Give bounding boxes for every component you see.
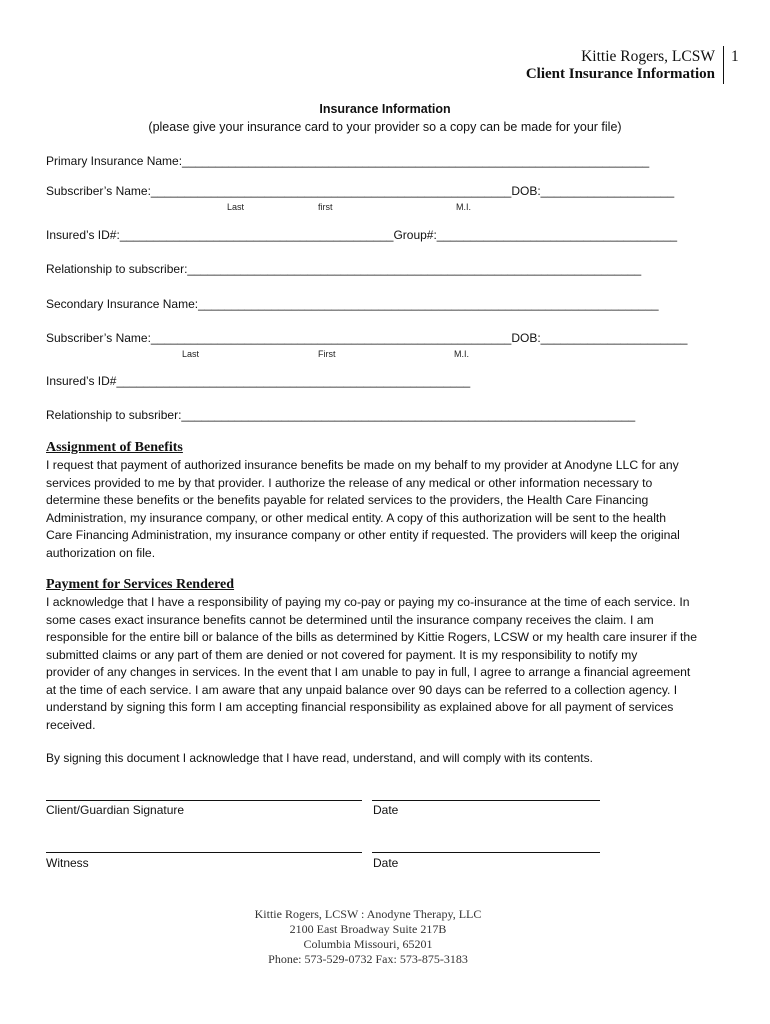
- header-divider: [723, 46, 724, 84]
- hint-first: first: [318, 202, 333, 212]
- secondary-relationship-field[interactable]: Relationship to subsriber:____________________________________________________________________: [46, 408, 636, 422]
- assignment-line: I request that payment of authorized insurance benefits be made on my behalf to my provider at Anodyne LLC for any: [46, 458, 679, 472]
- payment-line: received.: [46, 717, 96, 732]
- payment-line: some cases exact insurance benefits cannot be determined until the insurance company receives the claim. I am: [46, 612, 654, 627]
- payment-line: at the time of each service. I am aware that any unpaid balance over 90 days can be referred to a collection agency. I: [46, 682, 678, 697]
- header-name: Kittie Rogers, LCSW: [581, 48, 715, 65]
- witness-label: Witness: [46, 856, 89, 870]
- acknowledgement-text: By signing this document I acknowledge that I have read, understand, and will comply with its contents.: [46, 751, 593, 765]
- payment-line: responsible for the entire bill or balance of the bills as determined by Kittie Rogers, LCSW or my health care insurer if the: [46, 630, 697, 644]
- assignment-line: Administration, my insurance company, or other medical entity. A copy of this authorization will be sent to the health: [46, 510, 667, 525]
- hint-last: Last: [227, 202, 245, 212]
- witness-signature-line[interactable]: [46, 852, 362, 853]
- payment-line: submitted claims or any part of them are denied or not covered for payment. It is my responsibility to notify my: [46, 647, 638, 662]
- primary-insurance-field[interactable]: Primary Insurance Name:______________________________________________________________________: [46, 154, 650, 168]
- client-date-line[interactable]: [372, 800, 600, 801]
- hint-mi: M.I.: [456, 202, 471, 212]
- footer-line-2: 2100 East Broadway Suite 217B: [289, 922, 447, 936]
- footer-line-1: Kittie Rogers, LCSW : Anodyne Therapy, LLC: [254, 907, 482, 921]
- assignment-line: determine these benefits or the benefits payable for related services to the providers, the Health Care Financing: [46, 493, 649, 507]
- page-number: 1: [731, 48, 739, 65]
- payment-paragraph: [46, 594, 722, 734]
- secondary-subscriber-name-field[interactable]: Subscriber’s Name:______________________________________________________DOB:______________________: [46, 331, 688, 345]
- assignment-title: Assignment of Benefits: [46, 440, 183, 455]
- assignment-line: Care Financing Administration, my insurance company or other entity if requested. The providers will keep the original: [46, 528, 680, 542]
- secondary-insurance-field[interactable]: Secondary Insurance Name:_____________________________________________________________________: [46, 297, 659, 311]
- form-title: Insurance Information: [319, 102, 451, 116]
- client-signature-line[interactable]: [46, 800, 362, 801]
- witness-date-line[interactable]: [372, 852, 600, 853]
- client-signature-label: Client/Guardian Signature: [46, 803, 185, 817]
- payment-line: provider of any changes in services. In the event that I am unable to pay in full, I agree to arrange a financial agreement: [46, 665, 691, 679]
- header-subtitle: Client Insurance Information: [525, 66, 715, 82]
- hint-last-2: Last: [182, 349, 200, 359]
- insured-id-field[interactable]: Insured’s ID#:_________________________________________Group#:____________________________________: [46, 228, 678, 242]
- payment-title: Payment for Services Rendered: [46, 577, 235, 592]
- secondary-insured-id-field[interactable]: Insured’s ID#_____________________________________________________: [46, 374, 471, 388]
- footer-line-4: Phone: 573-529-0732 Fax: 573-875-3183: [268, 952, 468, 966]
- hint-mi-2: M.I.: [454, 349, 469, 359]
- hint-first-2: First: [318, 349, 336, 359]
- relationship-field[interactable]: Relationship to subscriber:____________________________________________________________________: [46, 262, 642, 276]
- assignment-line: authorization on file.: [46, 545, 156, 560]
- footer-line-3: Columbia Missouri, 65201: [303, 937, 433, 951]
- assignment-line: services provided to me by that provider. I authorize the release of any medical or other information necessary to: [46, 475, 653, 490]
- form-subtitle: (please give your insurance card to your provider so a copy can be made for your file): [148, 120, 622, 134]
- client-date-label: Date: [373, 803, 399, 817]
- subscriber-name-field[interactable]: Subscriber’s Name:______________________________________________________DOB:____________________: [46, 184, 675, 198]
- witness-date-label: Date: [373, 856, 399, 870]
- payment-line: I acknowledge that I have a responsibility of paying my co-pay or paying my co-insurance at the time of each service. In: [46, 595, 690, 609]
- assignment-paragraph: [46, 457, 722, 562]
- payment-line: understand by signing this form I am accepting financial responsibility as explained above for all payment of services: [46, 700, 674, 714]
